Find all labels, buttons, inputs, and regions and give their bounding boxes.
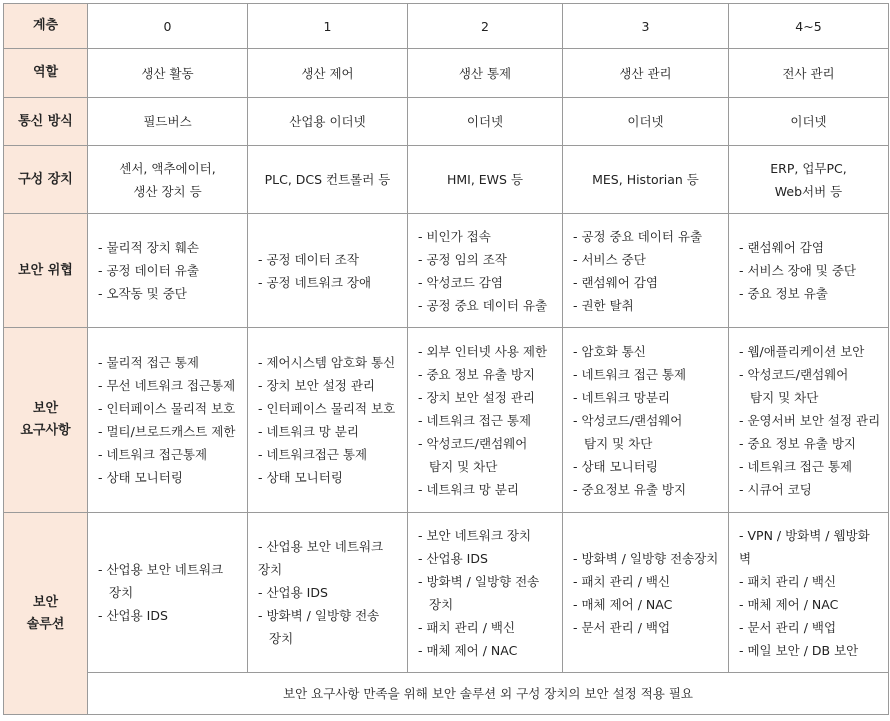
requirements-1: [248, 328, 408, 513]
header-role: 역할: [4, 49, 88, 98]
devices-1: PLC, DCS 컨트롤러 등: [248, 146, 408, 214]
list-item-continuation: 장치: [269, 631, 294, 646]
list-item: - 물리적 접근 통제: [98, 355, 199, 370]
list-item: - 공정 데이터 유출: [98, 263, 199, 278]
header-requirements-line2: 요구사항: [20, 423, 71, 438]
security-layer-table: [3, 3, 889, 715]
role-3: 생산 관리: [563, 49, 729, 98]
header-solutions: [4, 513, 88, 715]
list-item: - 운영서버 보안 설정 관리: [739, 412, 881, 428]
list-item: - 악성코드/랜섬웨어: [573, 412, 683, 428]
header-solutions-line1: 보안: [32, 594, 59, 610]
header-threats: 보안 위협: [4, 214, 88, 328]
list-item-continuation: 장치: [429, 596, 454, 612]
list-item: - 웹/애플리케이션 보안: [739, 343, 865, 359]
list-item: - 오작동 및 중단: [98, 286, 187, 301]
row-threats: [4, 214, 889, 328]
list-item: - VPN / 방화벽 / 웹방화: [739, 527, 870, 543]
layer-4-5: 4~5: [729, 4, 889, 49]
threats-2: [408, 214, 563, 328]
role-4-5: 전사 관리: [729, 49, 889, 98]
list-item: - 공정 임의 조작: [418, 251, 507, 267]
comm-3: 이더넷: [563, 98, 729, 146]
list-item: - 시큐어 코딩: [739, 481, 812, 497]
list-item: - 랜섬웨어 감염: [739, 240, 824, 255]
list-item: - 인터페이스 물리적 보호: [258, 401, 396, 416]
list-item: - 네트워크 망 분리: [258, 424, 359, 439]
layer-0: 0: [88, 4, 248, 49]
list-item: - 네트워크 망분리: [573, 389, 670, 405]
row-role: [4, 49, 889, 98]
header-requirements-line1: 보안: [32, 401, 59, 416]
list-item: - 패치 관리 / 백신: [573, 573, 671, 589]
devices-4-line1: ERP, 업무PC,: [770, 160, 847, 176]
row-layer: [4, 4, 889, 49]
list-item: - 서비스 장애 및 중단: [739, 263, 857, 278]
layer-3: 3: [563, 4, 729, 49]
comm-2: 이더넷: [408, 98, 563, 146]
list-item-continuation: 탐지 및 차단: [584, 435, 653, 451]
list-item: - 공정 중요 데이터 유출: [418, 297, 548, 313]
list-item: - 상태 모니터링: [258, 470, 343, 485]
list-item: - 멀티/브로드캐스트 제한: [98, 424, 236, 439]
list-item: - 중요 정보 유출 방지: [739, 435, 857, 451]
list-item: - 인터페이스 물리적 보호: [98, 401, 236, 416]
list-item: - 방화벽 / 일방향 전송: [418, 573, 540, 589]
list-item: - 악성코드/랜섬웨어: [739, 366, 849, 382]
requirements-3: [563, 328, 729, 513]
list-item: - 중요 정보 유출 방지: [418, 366, 536, 382]
list-item-continuation: 벽: [739, 550, 752, 566]
requirements-0: [88, 328, 248, 513]
requirements-4-5: [729, 328, 889, 513]
header-solutions-line2: 솔루션: [26, 616, 65, 632]
header-layer: 계층: [4, 4, 88, 49]
list-item: - 권한 탈취: [573, 297, 634, 313]
row-note: [4, 673, 889, 715]
list-item: - 네트워크 망 분리: [418, 481, 519, 497]
threats-0: [88, 214, 248, 328]
devices-0-line2: 생산 장치 등: [133, 183, 202, 199]
list-item: - 악성코드/랜섬웨어: [418, 435, 528, 451]
list-item-continuation: 장치: [258, 562, 283, 577]
list-item: - 비인가 접속: [418, 228, 491, 244]
layer-1: 1: [248, 4, 408, 49]
list-item: - 상태 모니터링: [573, 458, 658, 474]
comm-0: 필드버스: [88, 98, 248, 146]
list-item: - 물리적 장치 훼손: [98, 240, 199, 255]
list-item-continuation: 장치: [109, 585, 134, 600]
list-item: - 산업용 IDS: [258, 585, 328, 600]
role-0: 생산 활동: [88, 49, 248, 98]
list-item: - 암호화 통신: [573, 343, 646, 359]
comm-4-5: 이더넷: [729, 98, 889, 146]
row-solutions: [4, 513, 889, 673]
list-item: - 장치 보안 설정 관리: [258, 378, 376, 393]
list-item: - 네트워크 접근 통제: [739, 458, 853, 474]
requirements-2: [408, 328, 563, 513]
header-devices: 구성 장치: [4, 146, 88, 214]
threats-4-5: [729, 214, 889, 328]
list-item: - 산업용 IDS: [418, 550, 488, 566]
list-item: - 중요정보 유출 방지: [573, 481, 687, 497]
list-item: - 방화벽 / 일방향 전송: [258, 608, 380, 623]
header-requirements: [4, 328, 88, 513]
list-item: - 외부 인터넷 사용 제한: [418, 343, 548, 359]
role-2: 생산 통제: [408, 49, 563, 98]
list-item: - 상태 모니터링: [98, 470, 183, 485]
solutions-0: [88, 513, 248, 673]
role-1: 생산 제어: [248, 49, 408, 98]
devices-4-line2: Web서버 등: [774, 183, 843, 199]
layer-2: 2: [408, 4, 563, 49]
list-item: - 산업용 보안 네트워크: [98, 562, 224, 577]
list-item: - 공정 중요 데이터 유출: [573, 228, 703, 244]
list-item: - 무선 네트워크 접근통제: [98, 378, 236, 393]
list-item: - 문서 관리 / 백업: [573, 619, 671, 635]
list-item: - 악성코드 감염: [418, 274, 503, 290]
list-item: - 서비스 중단: [573, 251, 646, 267]
list-item: - 패치 관리 / 백신: [739, 573, 837, 589]
list-item: - 랜섬웨어 감염: [573, 274, 658, 290]
devices-4-5: [729, 146, 889, 214]
list-item: - 패치 관리 / 백신: [418, 619, 516, 635]
list-item: - 공정 데이터 조작: [258, 251, 359, 267]
threats-3: [563, 214, 729, 328]
row-devices: [4, 146, 889, 214]
list-item: - 네트워크 접근통제: [98, 447, 208, 462]
list-item: - 매체 제어 / NAC: [418, 642, 518, 658]
list-item: - 산업용 IDS: [98, 608, 168, 623]
list-item: - 매체 제어 / NAC: [739, 596, 839, 612]
devices-0: [88, 146, 248, 214]
list-item: - 제어시스템 암호화 통신: [258, 355, 396, 370]
header-comm: 통신 방식: [4, 98, 88, 146]
row-comm: [4, 98, 889, 146]
list-item: - 매체 제어 / NAC: [573, 596, 673, 612]
devices-2: HMI, EWS 등: [408, 146, 563, 214]
list-item: - 문서 관리 / 백업: [739, 619, 837, 635]
solutions-1: [248, 513, 408, 673]
list-item: - 네트워크접근 통제: [258, 447, 368, 462]
list-item: - 산업용 보안 네트워크: [258, 539, 384, 554]
solutions-4-5: [729, 513, 889, 673]
list-item: - 장치 보안 설정 관리: [418, 389, 536, 405]
list-item: - 네트워크 접근 통제: [573, 366, 687, 382]
list-item: - 공정 네트워크 장애: [258, 274, 372, 290]
list-item: - 네트워크 접근 통제: [418, 412, 532, 428]
list-item-continuation: 탐지 및 차단: [429, 458, 498, 474]
solutions-2: [408, 513, 563, 673]
devices-3: MES, Historian 등: [563, 146, 729, 214]
list-item: - 보안 네트워크 장치: [418, 527, 532, 543]
footnote: 보안 요구사항 만족을 위해 보안 솔루션 외 구성 장치의 보안 설정 적용 필요: [88, 673, 889, 715]
devices-0-line1: 센서, 액추에이터,: [119, 160, 216, 176]
threats-1: [248, 214, 408, 328]
list-item: - 방화벽 / 일방향 전송장치: [573, 550, 719, 566]
row-requirements: [4, 328, 889, 513]
list-item-continuation: 탐지 및 차단: [750, 389, 819, 405]
solutions-3: [563, 513, 729, 673]
list-item: - 중요 정보 유출: [739, 286, 828, 301]
comm-1: 산업용 이더넷: [248, 98, 408, 146]
list-item: - 메일 보안 / DB 보안: [739, 642, 859, 658]
